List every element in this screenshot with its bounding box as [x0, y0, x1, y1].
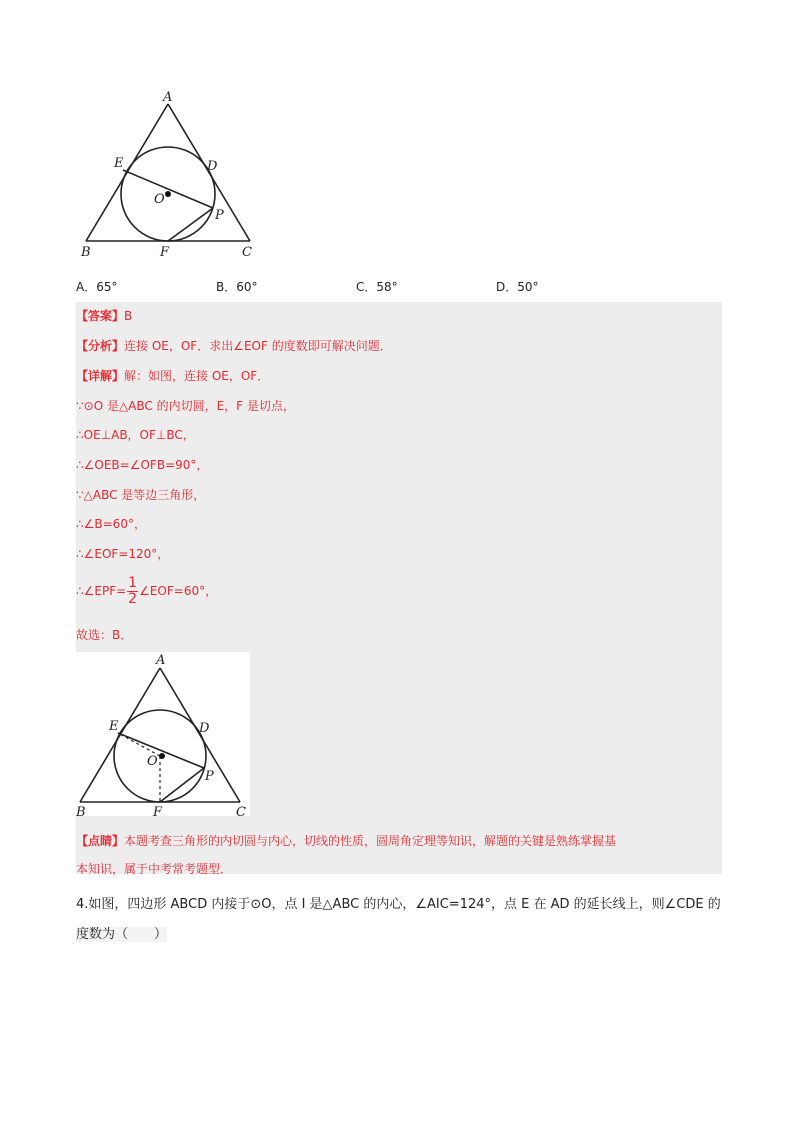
step-fraction: [76, 576, 217, 607]
fraction-numerator: 1: [128, 575, 138, 591]
option-b[interactable]: [216, 278, 258, 295]
answer-line: [76, 307, 132, 324]
label-f-2: F: [153, 805, 163, 816]
step-1: ∵⊙O 是△ABC 的内切圆，E，F 是切点，: [76, 399, 295, 413]
label-f: F: [160, 245, 170, 260]
figure-top-svg: [76, 88, 266, 260]
label-d: D: [207, 159, 218, 174]
step-3: ∴∠OEB=∠OFB=90°，: [76, 458, 209, 472]
label-c-2: C: [236, 805, 246, 816]
comment-text-1: 本题考查三角形的内切圆与内心，切线的性质，圆周角定理等知识，解题的关键是熟练掌握基: [124, 834, 617, 848]
option-c[interactable]: [356, 278, 398, 295]
analysis-tag: 【分析】: [76, 339, 125, 353]
label-e-2: E: [109, 719, 119, 734]
comment-line-2: 本知识，属于中考常考题型．: [76, 862, 233, 876]
option-b-value: 60°: [236, 280, 258, 294]
chord-ep: [123, 170, 213, 208]
label-o-2: O: [147, 754, 158, 769]
option-c-value: 58°: [376, 280, 398, 294]
solution-box: [76, 302, 722, 874]
question-4-line-2: [76, 920, 722, 950]
option-d-letter: D．: [496, 280, 518, 294]
label-b-2: B: [76, 805, 86, 816]
side-ab-2: [80, 668, 160, 802]
label-p-2: P: [205, 769, 214, 784]
detail-line: [76, 367, 269, 384]
answer-value: B: [124, 309, 133, 323]
label-e: E: [114, 156, 124, 171]
label-b: B: [81, 245, 91, 260]
step-5: ∴∠B=60°，: [76, 517, 146, 531]
triangle-incircle-figure-bottom: [76, 652, 250, 816]
question-4-line-1: 4.如图，四边形 ABCD 内接于⊙O，点 I 是△ABC 的内心，∠AIC=124°，点 E 在 AD 的延长线上，则∠CDE 的: [76, 897, 721, 912]
fraction-suffix: ∠EOF=60°，: [139, 584, 218, 598]
comment-tag: 【点睛】: [76, 834, 125, 848]
step-4: ∵△ABC 是等边三角形，: [76, 488, 206, 502]
option-d-value: 50°: [517, 280, 539, 294]
fraction-denominator: 2: [128, 591, 138, 607]
option-c-letter: C．: [356, 280, 377, 294]
detail-tag: 【详解】: [76, 369, 125, 383]
center-dot: [165, 191, 171, 197]
radius-oe-dashed: [118, 733, 160, 756]
detail-text: 解：如图，连接 OE，OF．: [124, 369, 270, 383]
choose-line: 故选：B．: [76, 628, 133, 642]
answer-options: [76, 278, 716, 298]
question-4: [76, 890, 722, 950]
option-d[interactable]: [496, 278, 539, 295]
option-a[interactable]: [76, 278, 118, 295]
fraction-prefix: ∴∠EPF=: [76, 584, 127, 598]
option-a-value: 65°: [96, 280, 118, 294]
label-c: C: [242, 245, 252, 260]
step-2: ∴OE⊥AB，OF⊥BC，: [76, 428, 195, 442]
label-p: P: [215, 208, 224, 223]
answer-tag: 【答案】: [76, 309, 125, 323]
option-b-letter: B．: [216, 280, 237, 294]
label-a: A: [163, 90, 173, 105]
label-o: O: [154, 192, 165, 207]
option-a-letter: A．: [76, 280, 97, 294]
triangle-incircle-figure-top: [76, 88, 266, 260]
analysis-text: 连接 OE，OF．求出∠EOF 的度数即可解决问题．: [124, 339, 392, 353]
center-dot-2: [159, 753, 165, 759]
analysis-line: [76, 337, 392, 354]
figure-bottom-svg: [76, 652, 250, 816]
comment-line-1: [76, 832, 616, 849]
question-4-line-2-text: 度数为（ ）: [76, 927, 168, 942]
step-6: ∴∠EOF=120°，: [76, 547, 170, 561]
chord-ep-2: [118, 733, 204, 768]
label-d-2: D: [199, 721, 210, 736]
fraction-half: [127, 576, 138, 607]
label-a-2: A: [156, 653, 166, 668]
